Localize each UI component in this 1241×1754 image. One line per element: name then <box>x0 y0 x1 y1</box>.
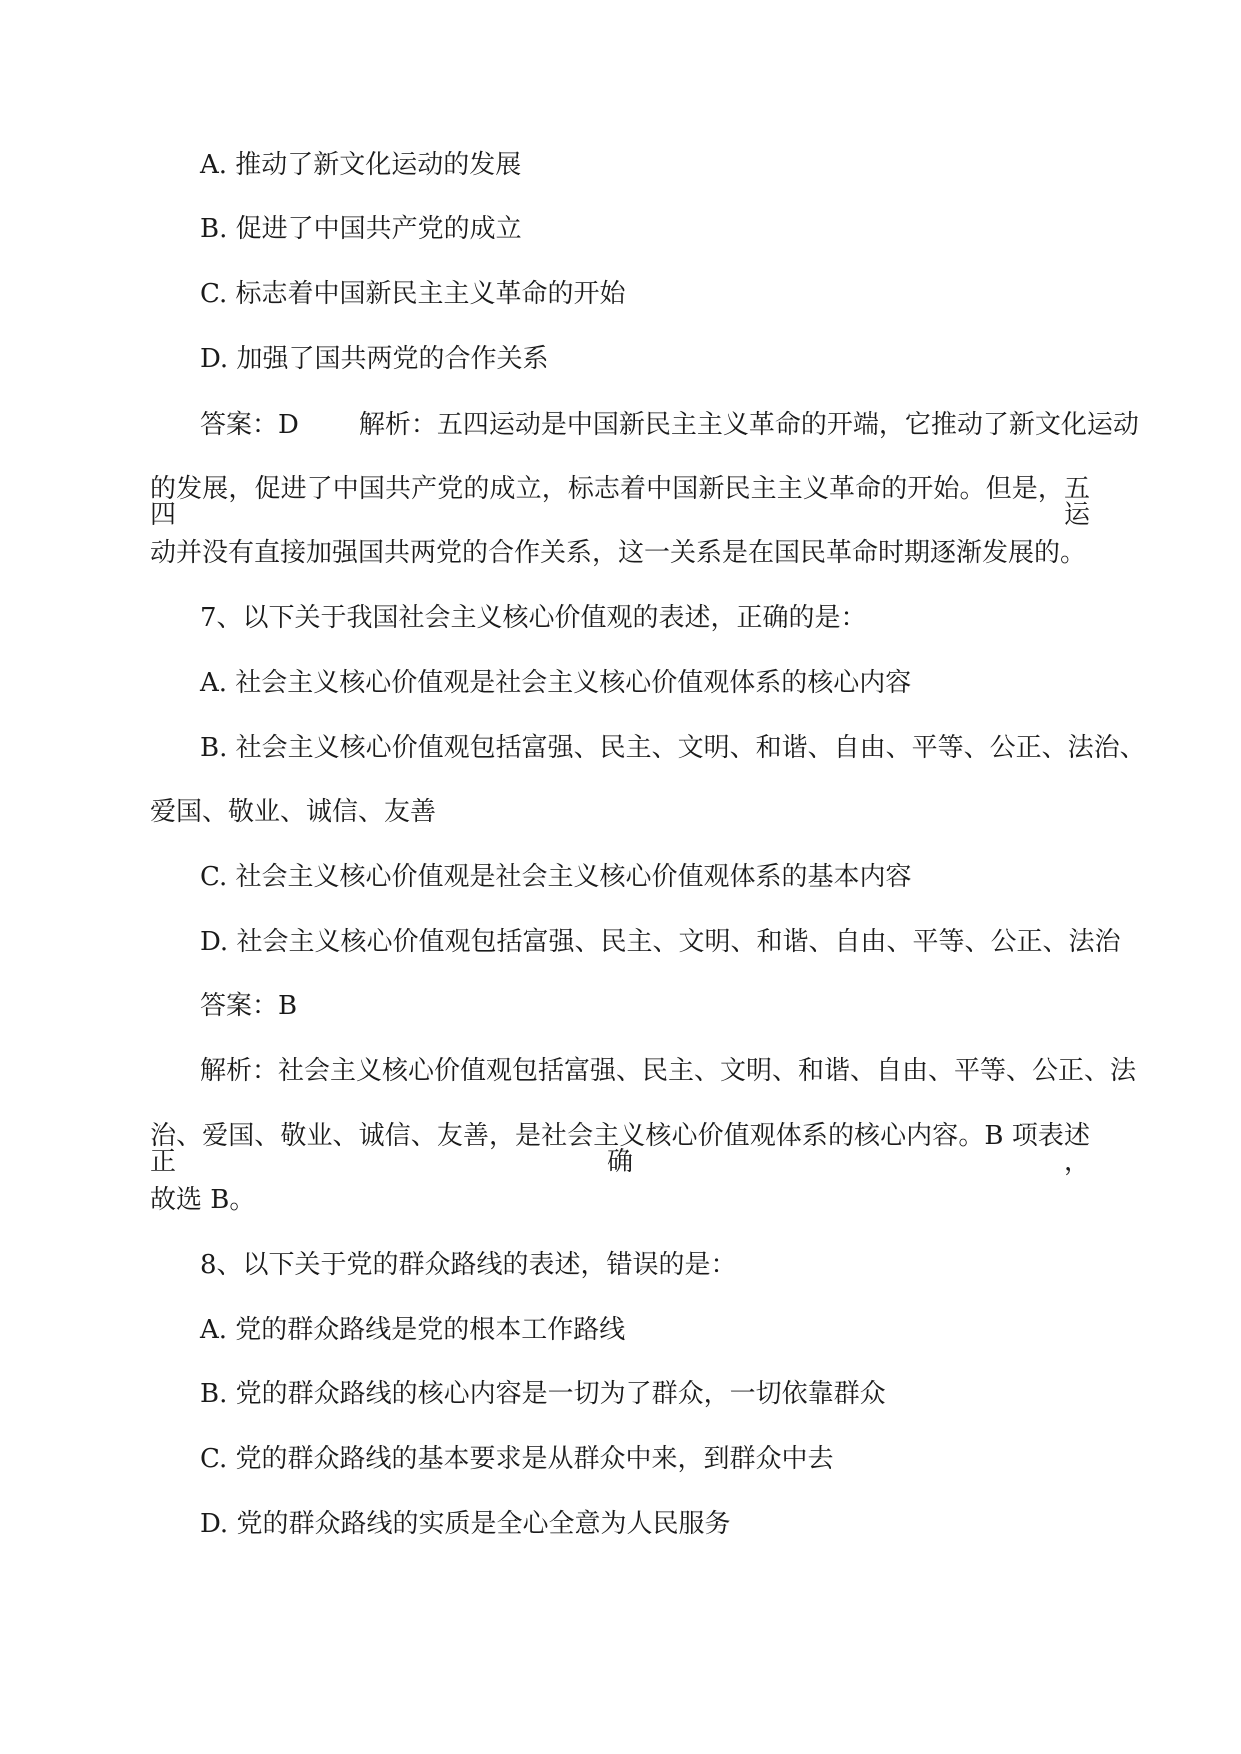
q6-option-b: B. 促进了中国共产党的成立 <box>200 214 522 244</box>
q6-answer-line <box>200 412 1139 438</box>
q6-analysis-line2: 的发展，促进了中国共产党的成立，标志着中国新民主主义革命的开始。但是，五四运 <box>150 474 1090 530</box>
q7-analysis-line1: 解析：社会主义核心价值观包括富强、民主、文明、和谐、自由、平等、公正、法 <box>200 1056 1137 1086</box>
q7-option-b-line1: B. 社会主义核心价值观包括富强、民主、文明、和谐、自由、平等、公正、法治、 <box>200 733 1146 763</box>
q6-option-d: D. 加强了国共两党的合作关系 <box>200 344 549 374</box>
q7-option-b-line2: 爱国、敬业、诚信、友善 <box>150 797 437 827</box>
q7-analysis-line3: 故选 B。 <box>150 1185 256 1215</box>
q7-option-d: D. 社会主义核心价值观包括富强、民主、文明、和谐、自由、平等、公正、法治 <box>200 927 1121 957</box>
q7-option-c: C. 社会主义核心价值观是社会主义核心价值观体系的基本内容 <box>200 862 912 892</box>
q8-question: 8、以下关于党的群众路线的表述，错误的是： <box>200 1250 737 1280</box>
q6-answer: 答案：D <box>200 410 299 440</box>
q6-analysis-line1: 解析：五四运动是中国新民主主义革命的开端，它推动了新文化运动 <box>358 410 1139 440</box>
q8-option-c: C. 党的群众路线的基本要求是从群众中来，到群众中去 <box>200 1444 834 1474</box>
q6-option-a: A. 推动了新文化运动的发展 <box>200 150 522 180</box>
q7-analysis-line2: 治、爱国、敬业、诚信、友善，是社会主义核心价值观体系的核心内容。B 项表述正确， <box>150 1121 1090 1177</box>
q8-option-a: A. 党的群众路线是党的根本工作路线 <box>200 1315 626 1345</box>
q7-option-a: A. 社会主义核心价值观是社会主义核心价值观体系的核心内容 <box>200 668 912 698</box>
q7-answer: 答案：B <box>200 991 298 1021</box>
q8-option-d: D. 党的群众路线的实质是全心全意为人民服务 <box>200 1509 731 1539</box>
q6-analysis-line3: 动并没有直接加强国共两党的合作关系，这一关系是在国民革命时期逐渐发展的。 <box>150 538 1087 568</box>
q7-question: 7、以下关于我国社会主义核心价值观的表述，正确的是： <box>200 603 867 633</box>
q6-option-c: C. 标志着中国新民主主义革命的开始 <box>200 279 626 309</box>
q8-option-b: B. 党的群众路线的核心内容是一切为了群众，一切依靠群众 <box>200 1379 886 1409</box>
